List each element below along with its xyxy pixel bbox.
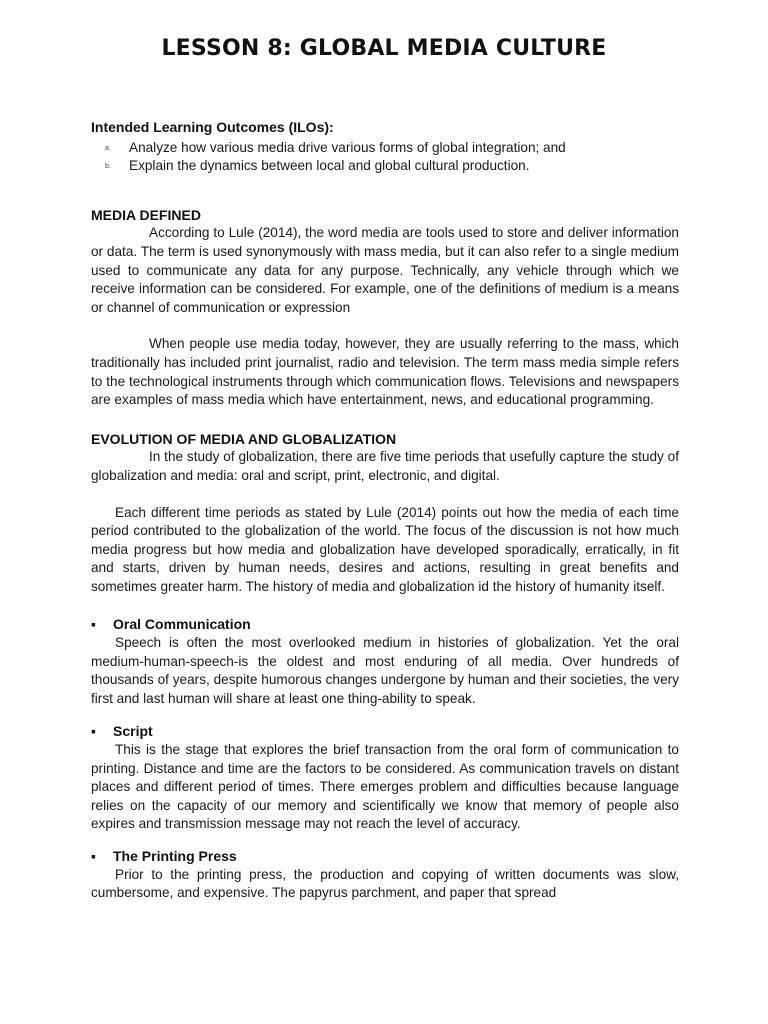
script-paragraph: This is the stage that explores the brief transaction from the oral form of communication to printing. Distance and time are the factors to be considered. As communication travels on distant places and different period of times. There emerges problem and difficulties because language relies on the capacity of our memory and scientifically we know that memory of people also expires and transmission message may not reach the level of accuracy. [91, 742, 679, 832]
printing-press-paragraph: Prior to the printing press, the production and copying of written documents was slow, cumbersome, and expensive. The papyrus parchment, and paper that spread [91, 866, 679, 901]
ilo-list [91, 139, 679, 176]
section-heading-script [91, 722, 679, 741]
ilo-text: Analyze how various media drive various forms of global integration; and [129, 139, 566, 155]
ilo-heading: Intended Learning Outcomes (ILOs): [91, 119, 334, 135]
page-title: LESSON 8: GLOBAL MEDIA CULTURE [161, 36, 607, 61]
evolution-heading: EVOLUTION OF MEDIA AND GLOBALIZATION [91, 430, 397, 447]
bullet-icon: ▪ [91, 616, 96, 633]
bullet-icon: ▪ [91, 848, 96, 864]
section-heading-oral-communication [91, 615, 679, 634]
media-defined-paragraph-1: According to Lule (2014), the word media are tools used to store and deliver information or data. The term is used synonymously with mass media, but it can also refer to a single medium used to communicate any data for any purpose. Technically, any vehicle through which we receive information can be considered. For example, one of the definitions of medium is a means or channel of communication or expression [91, 225, 679, 315]
section-heading-text: The Printing Press [113, 848, 237, 864]
media-defined-paragraph-2: When people use media today, however, they are usually referring to the mass, which traditionally has included print journalist, radio and television. The term mass media simple refers to the technological instruments through which communication flows. Televisions and newspapers are examples of mass media which have entertainment, news, and educational programming. [91, 336, 679, 408]
evolution-paragraph-1: In the study of globalization, there are five time periods that usefully capture the study of globalization and media: oral and script, print, electronic, and digital. [91, 449, 679, 483]
ilo-marker: b. [105, 163, 111, 171]
ilo-text: Explain the dynamics between local and global cultural production. [129, 158, 530, 174]
bullet-icon: ▪ [91, 723, 96, 740]
document-body [91, 118, 679, 903]
section-heading-text: Oral Communication [113, 616, 251, 633]
oral-communication-paragraph: Speech is often the most overlooked medium in histories of globalization. Yet the oral medium-human-speech-is the oldest and most enduring of all media. Over hundreds of thousands of years, despite humorous changes undergone by human and their societies, the very first and last human will share at least one thing-ability to speak. [91, 635, 679, 706]
media-defined-heading: MEDIA DEFINED [91, 206, 201, 223]
ilo-item [91, 157, 679, 176]
ilo-marker: a. [105, 144, 111, 152]
ilo-item [91, 139, 679, 158]
section-heading-text: Script [113, 723, 153, 740]
section-heading-printing-press [91, 847, 679, 866]
evolution-paragraph-2: Each different time periods as stated by Lule (2014) points out how the media of each time period contributed to the globalization of the world. The focus of the discussion is not how much media progress but how media and globalization have developed sporadically, erratically, in fit and starts, driven by human needs, desires and actions, resulting in great benefits and sometimes greater harm. The history of media and globalization id the history of humanity itself. [91, 504, 679, 594]
